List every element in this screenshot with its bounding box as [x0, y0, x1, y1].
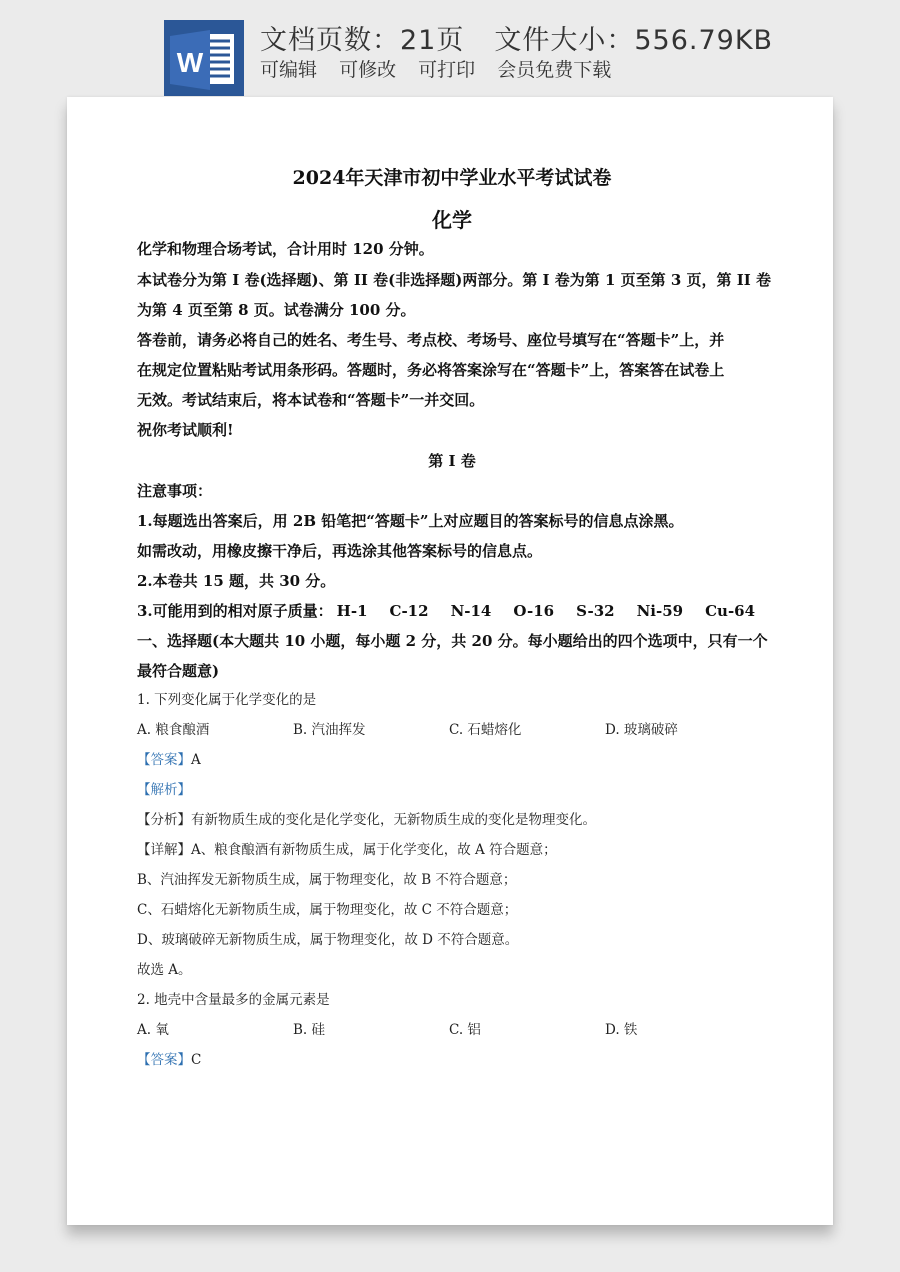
- option-d: D. 铁: [605, 1022, 638, 1038]
- question-stem: 2. 地壳中含量最多的金属元素是: [137, 992, 330, 1008]
- word-document-icon: [164, 20, 244, 96]
- option-b: B. 硅: [293, 1022, 326, 1038]
- svg-text:W: W: [176, 47, 204, 78]
- answer-value: A: [191, 752, 201, 768]
- detail-line: C、石蜡熔化无新物质生成，属于物理变化，故 C 不符合题意；: [137, 902, 518, 918]
- intro-line: 为第 4 页至第 8 页。试卷满分 100 分。: [137, 301, 416, 319]
- answer-line: [137, 1050, 767, 1070]
- option-c: C. 石蜡熔化: [449, 722, 522, 738]
- feature-modifiable: 可修改: [339, 59, 397, 81]
- option-a: A. 粮食酿酒: [137, 722, 210, 738]
- detail-line: D、玻璃破碎无新物质生成，属于物理变化，故 D 不符合题意。: [137, 932, 519, 948]
- atomic-masses-label: 3.可能用到的相对原子质量：: [137, 602, 333, 620]
- answer-line: [137, 750, 767, 770]
- part-heading: 一、选择题(本大题共 10 小题，每小题 2 分，共 20 分。每小题给出的四个选项中，只有一个: [137, 632, 768, 650]
- option-c: C. 铝: [449, 1022, 481, 1038]
- atomic-mass: N-14: [450, 602, 492, 620]
- detail-line: 【详解】A、粮食酿酒有新物质生成，属于化学变化，故 A 符合题意；: [137, 842, 557, 858]
- answer-value: C: [191, 1052, 202, 1068]
- notice-line: 2.本卷共 15 题，共 30 分。: [137, 572, 336, 590]
- option-d: D. 玻璃破碎: [605, 722, 678, 738]
- intro-line: 在规定位置粘贴考试用条形码。答题时，务必将答案涂写在“答题卡”上，答案答在试卷上: [137, 361, 725, 379]
- feature-printable: 可打印: [418, 59, 476, 81]
- document-page: [67, 97, 833, 1225]
- intro-line: 答卷前，请务必将自己的姓名、考生号、考点校、考场号、座位号填写在“答题卡”上，并: [137, 331, 725, 349]
- intro-line: 化学和物理合场考试，合计用时 120 分钟。: [137, 240, 434, 258]
- option-b: B. 汽油挥发: [293, 722, 366, 738]
- atomic-mass: S-32: [576, 602, 615, 620]
- feature-editable: 可编辑: [260, 59, 318, 81]
- document-info-header: [0, 0, 900, 96]
- notice-title: 注意事项：: [137, 482, 213, 500]
- document-stats: [260, 18, 773, 57]
- part-heading: 最符合题意): [137, 662, 220, 680]
- detail-line: B、汽油挥发无新物质生成，属于物理变化，故 B 不符合题意；: [137, 872, 517, 888]
- notice-line: 1.每题选出答案后，用 2B 铅笔把“答题卡”上对应题目的答案标号的信息点涂黑。: [137, 512, 684, 530]
- intro-line: 本试卷分为第 I 卷(选择题)、第 II 卷(非选择题)两部分。第 I 卷为第 1 页至第 3 页，第 II 卷: [137, 271, 772, 289]
- exam-title: 2024年天津市初中学业水平考试试卷: [292, 167, 612, 189]
- file-size-label: 文件大小：556.79KB: [494, 25, 774, 56]
- intro-line: 祝你考试顺利!: [137, 421, 234, 439]
- atomic-mass: H-1: [336, 602, 368, 620]
- atomic-mass: Ni-59: [636, 602, 684, 620]
- exam-subject: 化学: [432, 208, 472, 232]
- analysis-tag: 【解析】: [137, 782, 191, 798]
- atomic-mass: Cu-64: [705, 602, 756, 620]
- question-stem: 1. 下列变化属于化学变化的是: [137, 692, 317, 708]
- atomic-mass: C-12: [389, 602, 429, 620]
- answer-tag: 【答案】: [137, 752, 191, 768]
- option-a: A. 氧: [137, 1022, 169, 1038]
- feature-member-download: 会员免费下载: [497, 59, 612, 81]
- atomic-mass: O-16: [513, 602, 555, 620]
- document-features: [260, 55, 621, 82]
- notice-line: 如需改动，用橡皮擦干净后，再选涂其他答案标号的信息点。: [137, 542, 543, 560]
- atomic-masses-line: [137, 601, 767, 621]
- answer-tag: 【答案】: [137, 1052, 191, 1068]
- analysis-text: 【分析】有新物质生成的变化是化学变化，无新物质生成的变化是物理变化。: [137, 812, 596, 828]
- intro-line: 无效。考试结束后，将本试卷和“答题卡”一并交回。: [137, 391, 485, 409]
- conclusion-line: 故选 A。: [137, 962, 192, 978]
- page-count-label: 文档页数：21页: [260, 25, 465, 56]
- section-title: 第 I 卷: [428, 452, 476, 470]
